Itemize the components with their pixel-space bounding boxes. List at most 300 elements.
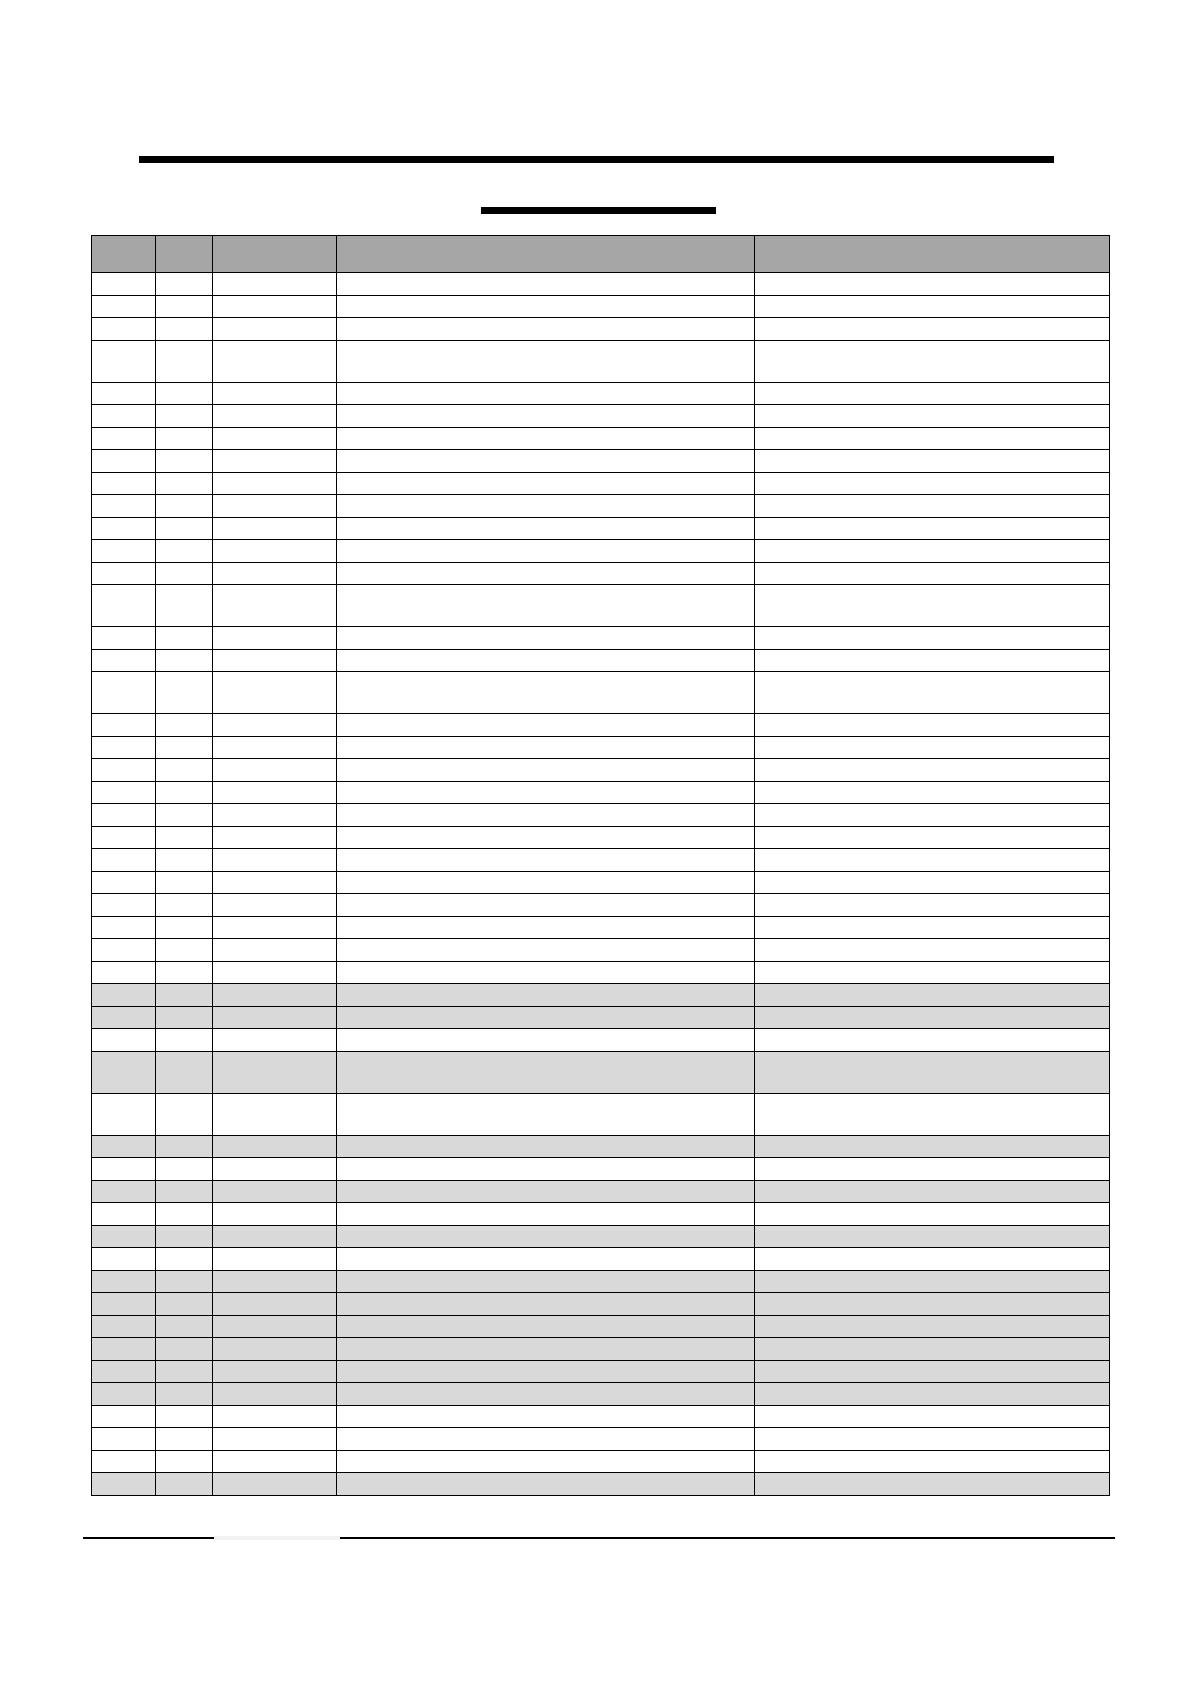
- table-row: [92, 495, 1110, 518]
- table-cell: [156, 759, 213, 782]
- table-cell: [755, 1051, 1110, 1093]
- table-cell: [755, 1180, 1110, 1203]
- table-cell: [337, 1270, 755, 1293]
- table-cell: [755, 714, 1110, 737]
- table-cell: [92, 736, 156, 759]
- table-cell: [755, 427, 1110, 450]
- table-cell: [213, 871, 337, 894]
- table-cell: [337, 781, 755, 804]
- table-cell: [92, 804, 156, 827]
- table-cell: [755, 1338, 1110, 1361]
- table-cell: [755, 1360, 1110, 1383]
- table-cell: [213, 1405, 337, 1428]
- table-cell: [92, 1383, 156, 1406]
- table-row: [92, 295, 1110, 318]
- table-cell: [337, 1293, 755, 1316]
- table-cell: [213, 759, 337, 782]
- table-cell: [755, 1473, 1110, 1496]
- table-row: [92, 340, 1110, 382]
- table-cell: [213, 894, 337, 917]
- table-cell: [755, 1270, 1110, 1293]
- table-cell: [755, 649, 1110, 672]
- table-cell: [755, 984, 1110, 1007]
- table-cell: [92, 495, 156, 518]
- table-cell: [755, 871, 1110, 894]
- table-row: [92, 939, 1110, 962]
- table-cell: [92, 649, 156, 672]
- table-cell: [213, 273, 337, 296]
- table-cell: [156, 1315, 213, 1338]
- table-row: [92, 1473, 1110, 1496]
- table-cell: [755, 495, 1110, 518]
- table-cell: [213, 517, 337, 540]
- table-cell: [755, 1248, 1110, 1271]
- table-cell: [156, 672, 213, 714]
- table-cell: [156, 1203, 213, 1226]
- table-row: [92, 1203, 1110, 1226]
- table-cell: [213, 1203, 337, 1226]
- table-cell: [755, 1383, 1110, 1406]
- table-cell: [213, 318, 337, 341]
- table-cell: [156, 1270, 213, 1293]
- table-cell: [156, 627, 213, 650]
- table-cell: [92, 1158, 156, 1181]
- table-cell: [213, 472, 337, 495]
- table-cell: [156, 714, 213, 737]
- table-cell: [92, 826, 156, 849]
- table-cell: [156, 1338, 213, 1361]
- table-cell: [337, 1428, 755, 1451]
- table-cell: [156, 1029, 213, 1052]
- table-cell: [92, 672, 156, 714]
- table-cell: [92, 340, 156, 382]
- table-row: [92, 1051, 1110, 1093]
- table-row: [92, 1029, 1110, 1052]
- table-row: [92, 1006, 1110, 1029]
- table-cell: [213, 1051, 337, 1093]
- table-row: [92, 826, 1110, 849]
- table-cell: [213, 1029, 337, 1052]
- table-header-row: [92, 236, 1110, 273]
- table-cell: [755, 382, 1110, 405]
- table-cell: [755, 1315, 1110, 1338]
- table-cell: [156, 1051, 213, 1093]
- table-cell: [156, 939, 213, 962]
- table-cell: [337, 273, 755, 296]
- table-row: [92, 1293, 1110, 1316]
- table-cell: [337, 295, 755, 318]
- table-row: [92, 562, 1110, 585]
- table-cell: [92, 984, 156, 1007]
- table-cell: [156, 540, 213, 563]
- data-table: [91, 235, 1110, 1496]
- table-cell: [156, 382, 213, 405]
- table-cell: [337, 871, 755, 894]
- table-cell: [92, 382, 156, 405]
- table-cell: [755, 627, 1110, 650]
- table-body: [92, 273, 1110, 1496]
- table-cell: [755, 1405, 1110, 1428]
- table-cell: [156, 781, 213, 804]
- footer-tab-mark: [214, 1536, 340, 1540]
- table-cell: [92, 1360, 156, 1383]
- table-row: [92, 984, 1110, 1007]
- table-row: [92, 961, 1110, 984]
- table-cell: [156, 472, 213, 495]
- table-row: [92, 1338, 1110, 1361]
- table-row: [92, 1093, 1110, 1135]
- table-cell: [213, 649, 337, 672]
- table-row: [92, 273, 1110, 296]
- table-cell: [337, 540, 755, 563]
- table-cell: [755, 1006, 1110, 1029]
- table-cell: [755, 1450, 1110, 1473]
- table-cell: [755, 781, 1110, 804]
- table-cell: [755, 804, 1110, 827]
- table-cell: [755, 585, 1110, 627]
- table-cell: [755, 961, 1110, 984]
- table-cell: [92, 472, 156, 495]
- table-cell: [92, 1428, 156, 1451]
- table-cell: [337, 1405, 755, 1428]
- table-cell: [755, 894, 1110, 917]
- table-row: [92, 714, 1110, 737]
- table-cell: [755, 405, 1110, 428]
- table-cell: [156, 1006, 213, 1029]
- table-cell: [156, 495, 213, 518]
- table-cell: [156, 1383, 213, 1406]
- table-cell: [337, 1450, 755, 1473]
- table-cell: [92, 1270, 156, 1293]
- table-cell: [213, 826, 337, 849]
- table-cell: [755, 736, 1110, 759]
- table-cell: [337, 736, 755, 759]
- table-cell: [755, 318, 1110, 341]
- table-cell: [337, 961, 755, 984]
- table-cell: [213, 450, 337, 473]
- table-cell: [156, 1248, 213, 1271]
- table-cell: [337, 804, 755, 827]
- table-cell: [92, 759, 156, 782]
- table-cell: [755, 672, 1110, 714]
- table-cell: [337, 1006, 755, 1029]
- table-cell: [213, 672, 337, 714]
- column-header-2: [156, 236, 213, 273]
- table-cell: [156, 871, 213, 894]
- table-cell: [156, 736, 213, 759]
- table-cell: [337, 585, 755, 627]
- table-cell: [337, 1225, 755, 1248]
- table-cell: [213, 540, 337, 563]
- table-cell: [92, 517, 156, 540]
- table-row: [92, 472, 1110, 495]
- table-cell: [92, 1006, 156, 1029]
- table-cell: [156, 649, 213, 672]
- table-cell: [92, 273, 156, 296]
- table-cell: [213, 849, 337, 872]
- table-cell: [213, 804, 337, 827]
- table-cell: [213, 939, 337, 962]
- table-cell: [213, 1383, 337, 1406]
- table-cell: [156, 1428, 213, 1451]
- table-cell: [92, 562, 156, 585]
- table-cell: [156, 1180, 213, 1203]
- table-row: [92, 1360, 1110, 1383]
- table-cell: [156, 1473, 213, 1496]
- table-cell: [92, 540, 156, 563]
- table-cell: [337, 1051, 755, 1093]
- table-row: [92, 916, 1110, 939]
- table-cell: [337, 382, 755, 405]
- table-row: [92, 540, 1110, 563]
- table-cell: [213, 1093, 337, 1135]
- table-cell: [156, 804, 213, 827]
- table-cell: [755, 1135, 1110, 1158]
- table-cell: [337, 984, 755, 1007]
- table-cell: [156, 961, 213, 984]
- document-title-rule: [139, 156, 1054, 163]
- table-cell: [156, 1135, 213, 1158]
- table-cell: [92, 1450, 156, 1473]
- table-cell: [92, 1093, 156, 1135]
- table-row: [92, 585, 1110, 627]
- table-cell: [337, 1180, 755, 1203]
- table-cell: [213, 714, 337, 737]
- table-row: [92, 318, 1110, 341]
- table-cell: [337, 427, 755, 450]
- table-cell: [92, 1338, 156, 1361]
- table-cell: [213, 916, 337, 939]
- table-cell: [755, 1225, 1110, 1248]
- table-cell: [156, 1293, 213, 1316]
- table-cell: [92, 585, 156, 627]
- column-header-3: [213, 236, 337, 273]
- table-cell: [156, 849, 213, 872]
- table-cell: [755, 826, 1110, 849]
- table-cell: [92, 318, 156, 341]
- table-row: [92, 1315, 1110, 1338]
- table-cell: [337, 714, 755, 737]
- table-cell: [755, 1293, 1110, 1316]
- table-cell: [92, 405, 156, 428]
- table-cell: [92, 1293, 156, 1316]
- table-cell: [156, 562, 213, 585]
- table-cell: [755, 517, 1110, 540]
- table-cell: [755, 1428, 1110, 1451]
- table-cell: [156, 405, 213, 428]
- table-row: [92, 427, 1110, 450]
- table-cell: [337, 1029, 755, 1052]
- table-cell: [92, 1203, 156, 1226]
- table-cell: [755, 916, 1110, 939]
- table-row: [92, 1405, 1110, 1428]
- table-cell: [337, 318, 755, 341]
- table-cell: [337, 649, 755, 672]
- table-row: [92, 804, 1110, 827]
- table-cell: [92, 1405, 156, 1428]
- table-cell: [213, 1360, 337, 1383]
- table-cell: [337, 405, 755, 428]
- table-row: [92, 871, 1110, 894]
- table-cell: [92, 295, 156, 318]
- table-cell: [156, 1093, 213, 1135]
- table-row: [92, 759, 1110, 782]
- table-cell: [755, 759, 1110, 782]
- table-cell: [92, 939, 156, 962]
- table-cell: [213, 1270, 337, 1293]
- table-cell: [337, 672, 755, 714]
- table-cell: [213, 1006, 337, 1029]
- table-cell: [213, 1225, 337, 1248]
- table-cell: [213, 961, 337, 984]
- table-cell: [337, 1158, 755, 1181]
- column-header-5: [755, 236, 1110, 273]
- table-cell: [337, 1248, 755, 1271]
- table-row: [92, 894, 1110, 917]
- table-cell: [755, 1093, 1110, 1135]
- table-cell: [92, 450, 156, 473]
- table-cell: [213, 984, 337, 1007]
- table-cell: [337, 495, 755, 518]
- table-cell: [337, 450, 755, 473]
- table-cell: [156, 894, 213, 917]
- table-row: [92, 1180, 1110, 1203]
- table-cell: [156, 450, 213, 473]
- table-row: [92, 517, 1110, 540]
- table-cell: [755, 273, 1110, 296]
- column-header-4: [337, 236, 755, 273]
- document-subtitle-rule: [481, 207, 716, 214]
- table-cell: [213, 1473, 337, 1496]
- table-cell: [755, 472, 1110, 495]
- table-row: [92, 382, 1110, 405]
- table-cell: [337, 562, 755, 585]
- table-row: [92, 450, 1110, 473]
- table-cell: [213, 1450, 337, 1473]
- table-row: [92, 405, 1110, 428]
- table-cell: [755, 1029, 1110, 1052]
- column-header-1: [92, 236, 156, 273]
- table-row: [92, 1135, 1110, 1158]
- table-cell: [337, 1135, 755, 1158]
- table-cell: [337, 1203, 755, 1226]
- table-row: [92, 627, 1110, 650]
- table-cell: [213, 585, 337, 627]
- table-cell: [337, 826, 755, 849]
- table-cell: [213, 1248, 337, 1271]
- table-cell: [213, 736, 337, 759]
- table-cell: [213, 627, 337, 650]
- table-cell: [213, 781, 337, 804]
- table-row: [92, 781, 1110, 804]
- table-cell: [92, 1225, 156, 1248]
- table-cell: [337, 1383, 755, 1406]
- table-header: [92, 236, 1110, 273]
- table-cell: [755, 1203, 1110, 1226]
- table-row: [92, 1225, 1110, 1248]
- table-cell: [337, 1338, 755, 1361]
- table-cell: [213, 295, 337, 318]
- table-cell: [337, 916, 755, 939]
- table-row: [92, 849, 1110, 872]
- table-cell: [156, 427, 213, 450]
- table-row: [92, 736, 1110, 759]
- table-cell: [92, 1051, 156, 1093]
- table-cell: [755, 562, 1110, 585]
- table-cell: [92, 961, 156, 984]
- table-cell: [156, 1450, 213, 1473]
- table-cell: [337, 894, 755, 917]
- table-cell: [92, 1315, 156, 1338]
- table-cell: [92, 871, 156, 894]
- table-row: [92, 1158, 1110, 1181]
- table-cell: [213, 405, 337, 428]
- table-cell: [92, 849, 156, 872]
- table-row: [92, 672, 1110, 714]
- table-cell: [755, 450, 1110, 473]
- table-row: [92, 1450, 1110, 1473]
- table-cell: [92, 627, 156, 650]
- table-cell: [755, 939, 1110, 962]
- table-cell: [156, 1405, 213, 1428]
- table-cell: [92, 1180, 156, 1203]
- table-cell: [156, 1225, 213, 1248]
- table-cell: [156, 340, 213, 382]
- table-cell: [156, 1360, 213, 1383]
- table-cell: [156, 295, 213, 318]
- table-row: [92, 1270, 1110, 1293]
- table-cell: [92, 1029, 156, 1052]
- table-cell: [92, 1473, 156, 1496]
- table-cell: [337, 849, 755, 872]
- table-cell: [337, 1093, 755, 1135]
- table-cell: [156, 826, 213, 849]
- table-cell: [755, 340, 1110, 382]
- table-cell: [337, 517, 755, 540]
- table-cell: [213, 427, 337, 450]
- table-cell: [337, 340, 755, 382]
- table-cell: [337, 1315, 755, 1338]
- table-row: [92, 1248, 1110, 1271]
- table-cell: [213, 1180, 337, 1203]
- table-cell: [156, 916, 213, 939]
- table-cell: [337, 627, 755, 650]
- table-cell: [213, 1428, 337, 1451]
- table-cell: [213, 562, 337, 585]
- table-cell: [337, 472, 755, 495]
- table-cell: [755, 1158, 1110, 1181]
- table-cell: [213, 1158, 337, 1181]
- table-cell: [213, 1315, 337, 1338]
- table-cell: [213, 1135, 337, 1158]
- table-cell: [337, 759, 755, 782]
- table-cell: [213, 1293, 337, 1316]
- table-row: [92, 649, 1110, 672]
- table-cell: [755, 295, 1110, 318]
- table-cell: [156, 1158, 213, 1181]
- table-cell: [213, 495, 337, 518]
- table-cell: [755, 540, 1110, 563]
- table-cell: [755, 849, 1110, 872]
- table-cell: [92, 894, 156, 917]
- table-cell: [92, 1248, 156, 1271]
- table-cell: [156, 984, 213, 1007]
- table-row: [92, 1428, 1110, 1451]
- table-cell: [92, 916, 156, 939]
- table-cell: [156, 273, 213, 296]
- table-cell: [92, 1135, 156, 1158]
- table-cell: [213, 382, 337, 405]
